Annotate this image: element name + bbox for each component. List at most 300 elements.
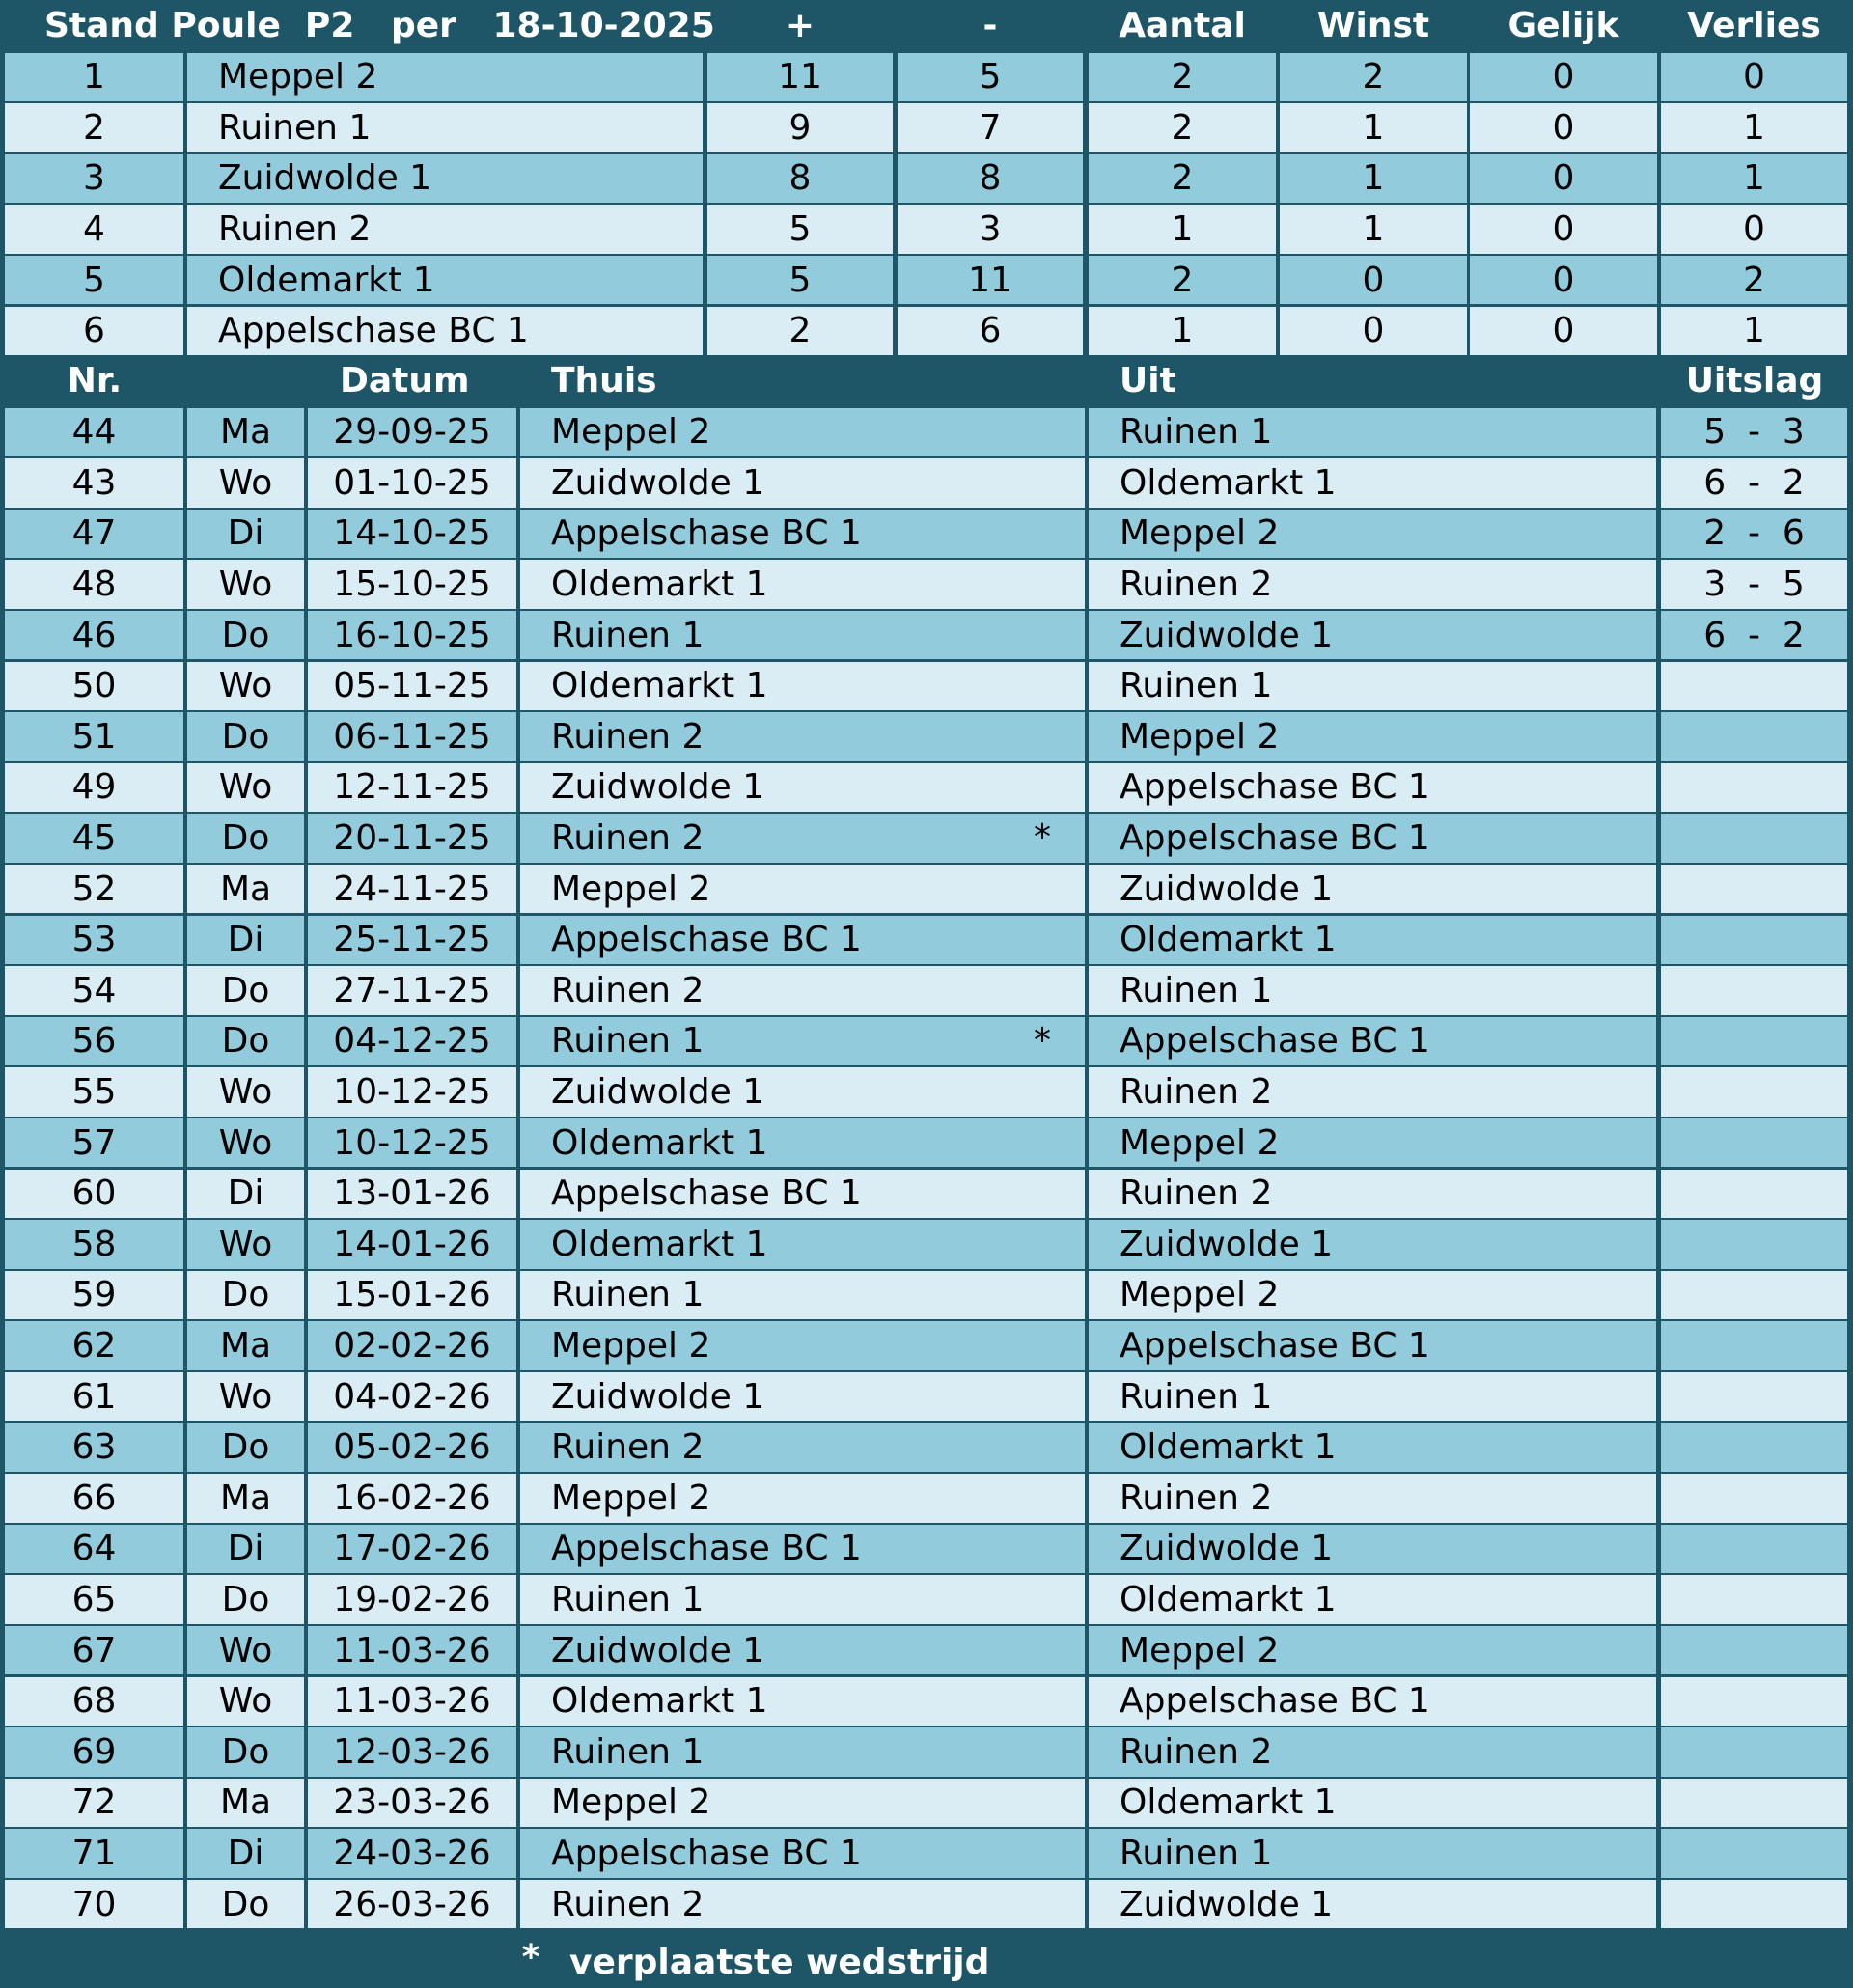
schedule-away: Zuidwolde 1 [1089,1880,1656,1929]
schedule-away: Ruinen 1 [1089,408,1656,457]
schedule-result [1661,662,1847,711]
header-result: Uitslag [1685,360,1824,400]
standings-lost: 2 [1661,256,1847,305]
schedule-date: 13-01-26 [308,1170,516,1219]
schedule-day: Di [187,1170,304,1219]
schedule-date: 12-03-26 [308,1727,516,1777]
schedule-away: Zuidwolde 1 [1089,865,1656,914]
standings-pos: 3 [5,154,183,204]
schedule-nr: 44 [5,408,183,457]
schedule-date: 24-03-26 [308,1829,516,1878]
standings-row [0,307,1853,358]
standings-played: 2 [1089,53,1276,102]
header-draw: Gelijk [1507,5,1619,45]
schedule-row [0,1575,1853,1626]
schedule-result [1661,712,1847,761]
standings-lost: 1 [1661,103,1847,152]
standings-row [0,53,1853,104]
schedule-nr: 70 [5,1880,183,1929]
schedule-away: Meppel 2 [1089,1118,1656,1168]
schedule-date: 01-10-25 [308,458,516,508]
rescheduled-marker [1023,966,1062,1017]
rescheduled-marker [1023,1829,1062,1880]
schedule-day: Do [187,814,304,863]
schedule-home: Ruinen 1 [520,1271,1085,1320]
schedule-row [0,966,1853,1017]
schedule-away: Ruinen 1 [1089,1372,1656,1422]
standings-draw: 0 [1470,53,1657,102]
schedule-nr: 68 [5,1677,183,1726]
schedule-row [0,1727,1853,1779]
schedule-home: Ruinen 1 [520,1727,1085,1777]
schedule-away: Appelschase BC 1 [1089,1677,1656,1726]
schedule-nr: 67 [5,1626,183,1675]
schedule-row [0,1423,1853,1475]
schedule-result [1661,1423,1847,1473]
schedule-date: 27-11-25 [308,966,516,1015]
schedule-date: 05-02-26 [308,1423,516,1473]
schedule-day: Do [187,1017,304,1066]
standings-draw: 0 [1470,307,1657,356]
schedule-away: Meppel 2 [1089,1626,1656,1675]
standings-row [0,205,1853,256]
header-home: Thuis [551,360,657,400]
header-won: Winst [1316,5,1430,45]
schedule-nr: 54 [5,966,183,1015]
schedule-day: Do [187,1880,304,1929]
rescheduled-marker [1023,1779,1062,1830]
standings-team: Ruinen 2 [187,205,703,254]
standings-plus: 9 [707,103,893,152]
schedule-day: Ma [187,1321,304,1370]
schedule-day: Ma [187,1474,304,1523]
rescheduled-marker [1023,408,1062,459]
schedule-result [1661,865,1847,914]
schedule-home: Ruinen 1 [520,611,1085,660]
schedule-home: Oldemarkt 1 [520,662,1085,711]
rescheduled-marker [1023,1067,1062,1118]
rescheduled-marker: * [1034,817,1051,858]
schedule-date: 15-01-26 [308,1271,516,1320]
schedule-away: Meppel 2 [1089,1271,1656,1320]
schedule-date: 15-10-25 [308,560,516,609]
rescheduled-marker [1023,1170,1062,1221]
schedule-row [0,1271,1853,1322]
standings-minus: 7 [898,103,1083,152]
schedule-home: Zuidwolde 1 [520,763,1085,813]
schedule-nr: 72 [5,1779,183,1828]
schedule-away: Ruinen 2 [1089,1474,1656,1523]
rescheduled-marker [1023,865,1062,916]
schedule-away: Ruinen 2 [1089,1067,1656,1117]
standings-won: 2 [1280,53,1467,102]
rescheduled-marker [1023,611,1062,662]
standings-draw: 0 [1470,205,1657,254]
standings-won: 1 [1280,103,1467,152]
standings-team: Ruinen 1 [187,103,703,152]
schedule-nr: 59 [5,1271,183,1320]
standings-lost: 0 [1661,53,1847,102]
schedule-result: 5 - 3 [1661,408,1847,457]
schedule-home: Ruinen 2 [520,966,1085,1015]
schedule-result [1661,1779,1847,1828]
schedule-day: Wo [187,458,304,508]
standings-lost: 1 [1661,154,1847,204]
schedule-nr: 65 [5,1575,183,1624]
schedule-home: Ruinen 2 [520,1880,1085,1929]
schedule-day: Wo [187,662,304,711]
header-plus: + [785,5,816,45]
schedule-row [0,865,1853,916]
schedule-nr: 61 [5,1372,183,1422]
schedule-date: 10-12-25 [308,1118,516,1168]
schedule-home: Ruinen 2 [520,814,1085,863]
rescheduled-marker [1023,1321,1062,1372]
rescheduled-marker [1023,1880,1062,1931]
schedule-nr: 52 [5,865,183,914]
schedule-date: 10-12-25 [308,1067,516,1117]
schedule-nr: 49 [5,763,183,813]
schedule-away: Appelschase BC 1 [1089,763,1656,813]
schedule-row [0,408,1853,459]
schedule-nr: 46 [5,611,183,660]
schedule-row [0,1220,1853,1271]
rescheduled-marker [1023,712,1062,763]
header-played: Aantal [1119,5,1246,45]
standings-team: Meppel 2 [187,53,703,102]
header-minus: - [982,5,998,45]
standings-played: 2 [1089,103,1276,152]
schedule-away: Appelschase BC 1 [1089,814,1656,863]
schedule-result [1661,1170,1847,1219]
rescheduled-marker [1023,510,1062,561]
schedule-nr: 69 [5,1727,183,1777]
schedule-result [1661,1677,1847,1726]
schedule-result [1661,1067,1847,1117]
schedule-date: 26-03-26 [308,1880,516,1929]
schedule-date: 14-10-25 [308,510,516,559]
standings-plus: 5 [707,256,893,305]
schedule-home: Ruinen 1 [520,1575,1085,1624]
rescheduled-marker [1023,1525,1062,1576]
schedule-result [1661,1626,1847,1675]
standings-row [0,256,1853,307]
schedule-result: 6 - 2 [1661,458,1847,508]
standings-played: 2 [1089,256,1276,305]
schedule-date: 12-11-25 [308,763,516,813]
schedule-result [1661,1880,1847,1929]
schedule-home: Meppel 2 [520,1474,1085,1523]
schedule-row [0,1677,1853,1728]
standings-plus: 8 [707,154,893,204]
standings-won: 1 [1280,154,1467,204]
standings-won: 0 [1280,256,1467,305]
schedule-away: Ruinen 2 [1089,560,1656,609]
schedule-result [1661,966,1847,1015]
schedule-row [0,1321,1853,1372]
schedule-result [1661,1372,1847,1422]
schedule-home: Appelschase BC 1 [520,1525,1085,1574]
standings-row [0,103,1853,154]
schedule-result [1661,1829,1847,1878]
schedule-date: 06-11-25 [308,712,516,761]
standings-team: Appelschase BC 1 [187,307,703,356]
schedule-away: Oldemarkt 1 [1089,1779,1656,1828]
schedule-home: Appelschase BC 1 [520,1829,1085,1878]
rescheduled-marker [1023,1271,1062,1322]
schedule-date: 11-03-26 [308,1626,516,1675]
schedule-row [0,510,1853,561]
schedule-row [0,1170,1853,1221]
schedule-row [0,916,1853,967]
schedule-row [0,560,1853,611]
schedule-date: 19-02-26 [308,1575,516,1624]
standings-won: 0 [1280,307,1467,356]
schedule-away: Zuidwolde 1 [1089,1525,1656,1574]
standings-lost: 0 [1661,205,1847,254]
schedule-date: 02-02-26 [308,1321,516,1370]
schedule-home: Oldemarkt 1 [520,1220,1085,1269]
schedule-row [0,1829,1853,1880]
rescheduled-marker [1023,1423,1062,1475]
standings-minus: 3 [898,205,1083,254]
schedule-day: Ma [187,408,304,457]
schedule-home: Appelschase BC 1 [520,510,1085,559]
schedule-date: 04-02-26 [308,1372,516,1422]
schedule-row [0,662,1853,713]
schedule-away: Oldemarkt 1 [1089,1423,1656,1473]
schedule-result [1661,1474,1847,1523]
standings-plus: 5 [707,205,893,254]
standings-pos: 6 [5,307,183,356]
rescheduled-marker [1023,916,1062,967]
header-date: Datum [340,360,470,400]
schedule-row [0,1779,1853,1830]
schedule-day: Do [187,611,304,660]
schedule-result [1661,1220,1847,1269]
standings-played: 1 [1089,205,1276,254]
schedule-day: Do [187,712,304,761]
schedule-nr: 55 [5,1067,183,1117]
standings-draw: 0 [1470,154,1657,204]
footer-star: * [521,1938,540,1977]
schedule-nr: 71 [5,1829,183,1878]
standings-played: 1 [1089,307,1276,356]
standings-minus: 5 [898,53,1083,102]
schedule-result [1661,1271,1847,1320]
schedule-result [1661,1321,1847,1370]
schedule-date: 23-03-26 [308,1779,516,1828]
rescheduled-marker [1023,662,1062,713]
schedule-result: 6 - 2 [1661,611,1847,660]
schedule-home: Meppel 2 [520,865,1085,914]
schedule-away: Appelschase BC 1 [1089,1321,1656,1370]
schedule-nr: 66 [5,1474,183,1523]
schedule-day: Wo [187,1067,304,1117]
schedule-day: Wo [187,1220,304,1269]
schedule-result [1661,814,1847,863]
schedule-away: Oldemarkt 1 [1089,1575,1656,1624]
schedule-away: Meppel 2 [1089,712,1656,761]
schedule-day: Di [187,510,304,559]
schedule-day: Do [187,1423,304,1473]
schedule-day: Wo [187,1372,304,1422]
schedule-result: 3 - 5 [1661,560,1847,609]
standings-won: 1 [1280,205,1467,254]
schedule-result [1661,1118,1847,1168]
schedule-result [1661,1727,1847,1777]
header-lost: Verlies [1687,5,1821,45]
schedule-home: Ruinen 2 [520,712,1085,761]
schedule-date: 05-11-25 [308,662,516,711]
schedule-day: Di [187,916,304,965]
schedule-nr: 58 [5,1220,183,1269]
schedule-day: Di [187,1525,304,1574]
schedule-result [1661,1525,1847,1574]
schedule-nr: 48 [5,560,183,609]
schedule-away: Oldemarkt 1 [1089,458,1656,508]
schedule-away: Appelschase BC 1 [1089,1017,1656,1066]
rescheduled-marker [1023,1575,1062,1626]
schedule-home: Meppel 2 [520,408,1085,457]
schedule-nr: 51 [5,712,183,761]
standings-draw: 0 [1470,103,1657,152]
schedule-row [0,1017,1853,1068]
schedule-away: Meppel 2 [1089,510,1656,559]
schedule-away: Ruinen 1 [1089,662,1656,711]
schedule-away: Ruinen 2 [1089,1727,1656,1777]
schedule-day: Do [187,1727,304,1777]
standings-minus: 11 [898,256,1083,305]
schedule-row [0,1880,1853,1931]
schedule-row [0,1372,1853,1423]
rescheduled-marker [1023,1677,1062,1728]
schedule-row [0,1118,1853,1170]
standings-team: Zuidwolde 1 [187,154,703,204]
standings-minus: 6 [898,307,1083,356]
schedule-day: Ma [187,865,304,914]
schedule-home: Appelschase BC 1 [520,916,1085,965]
schedule-date: 25-11-25 [308,916,516,965]
standings-row [0,154,1853,206]
schedule-date: 16-10-25 [308,611,516,660]
schedule-away: Zuidwolde 1 [1089,611,1656,660]
schedule-row [0,1067,1853,1118]
schedule-home: Zuidwolde 1 [520,1626,1085,1675]
schedule-home: Oldemarkt 1 [520,1118,1085,1168]
schedule-row [0,712,1853,763]
schedule-nr: 63 [5,1423,183,1473]
standings-title: Stand Poule P2 per 18-10-2025 [44,5,715,45]
schedule-date: 16-02-26 [308,1474,516,1523]
schedule-row [0,611,1853,662]
schedule-home: Ruinen 1 [520,1017,1085,1066]
schedule-day: Do [187,1271,304,1320]
schedule-home: Meppel 2 [520,1321,1085,1370]
schedule-day: Di [187,1829,304,1878]
schedule-date: 11-03-26 [308,1677,516,1726]
schedule-day: Do [187,1575,304,1624]
schedule-day: Wo [187,1677,304,1726]
schedule-row [0,1474,1853,1525]
schedule-row [0,1525,1853,1576]
standings-pos: 4 [5,205,183,254]
schedule-nr: 57 [5,1118,183,1168]
schedule-day: Do [187,966,304,1015]
standings-pos: 1 [5,53,183,102]
rescheduled-marker [1023,763,1062,815]
standings-team: Oldemarkt 1 [187,256,703,305]
standings-played: 2 [1089,154,1276,204]
schedule-result [1661,763,1847,813]
schedule-home: Ruinen 2 [520,1423,1085,1473]
rescheduled-marker [1023,1727,1062,1779]
schedule-away: Zuidwolde 1 [1089,1220,1656,1269]
schedule-nr: 60 [5,1170,183,1219]
schedule-date: 14-01-26 [308,1220,516,1269]
schedule-result [1661,1575,1847,1624]
schedule-nr: 45 [5,814,183,863]
rescheduled-marker: * [1034,1020,1051,1061]
schedule-day: Wo [187,1626,304,1675]
schedule-row [0,458,1853,510]
schedule-home: Zuidwolde 1 [520,458,1085,508]
standings-lost: 1 [1661,307,1847,356]
schedule-nr: 56 [5,1017,183,1066]
standings-plus: 2 [707,307,893,356]
schedule-away: Ruinen 1 [1089,966,1656,1015]
standings-header-row [0,0,1853,51]
footer-note: verplaatste wedstrijd [569,1942,990,1982]
schedule-home: Zuidwolde 1 [520,1372,1085,1422]
schedule-day: Wo [187,560,304,609]
rescheduled-marker [1023,458,1062,510]
schedule-row [0,1626,1853,1677]
header-nr: Nr. [67,360,123,400]
schedule-nr: 50 [5,662,183,711]
standings-pos: 5 [5,256,183,305]
standings-pos: 2 [5,103,183,152]
schedule-nr: 64 [5,1525,183,1574]
schedule-day: Wo [187,1118,304,1168]
schedule-away: Ruinen 1 [1089,1829,1656,1878]
standings-minus: 8 [898,154,1083,204]
schedule-row [0,763,1853,815]
schedule-home: Meppel 2 [520,1779,1085,1828]
rescheduled-marker [1023,1372,1062,1423]
schedule-date: 17-02-26 [308,1525,516,1574]
rescheduled-marker [1023,1474,1062,1525]
schedule-date: 20-11-25 [308,814,516,863]
rescheduled-marker [1023,1220,1062,1271]
schedule-nr: 47 [5,510,183,559]
schedule-home: Oldemarkt 1 [520,1677,1085,1726]
schedule-nr: 53 [5,916,183,965]
schedule-date: 29-09-25 [308,408,516,457]
schedule-result: 2 - 6 [1661,510,1847,559]
schedule-result [1661,1017,1847,1066]
rescheduled-marker [1023,560,1062,611]
schedule-away: Ruinen 2 [1089,1170,1656,1219]
schedule-day: Wo [187,763,304,813]
schedule-header-row [0,355,1853,406]
rescheduled-marker [1023,1626,1062,1677]
schedule-nr: 62 [5,1321,183,1370]
schedule-result [1661,916,1847,965]
schedule-home: Zuidwolde 1 [520,1067,1085,1117]
schedule-away: Oldemarkt 1 [1089,916,1656,965]
footer-row [0,1936,1853,1988]
